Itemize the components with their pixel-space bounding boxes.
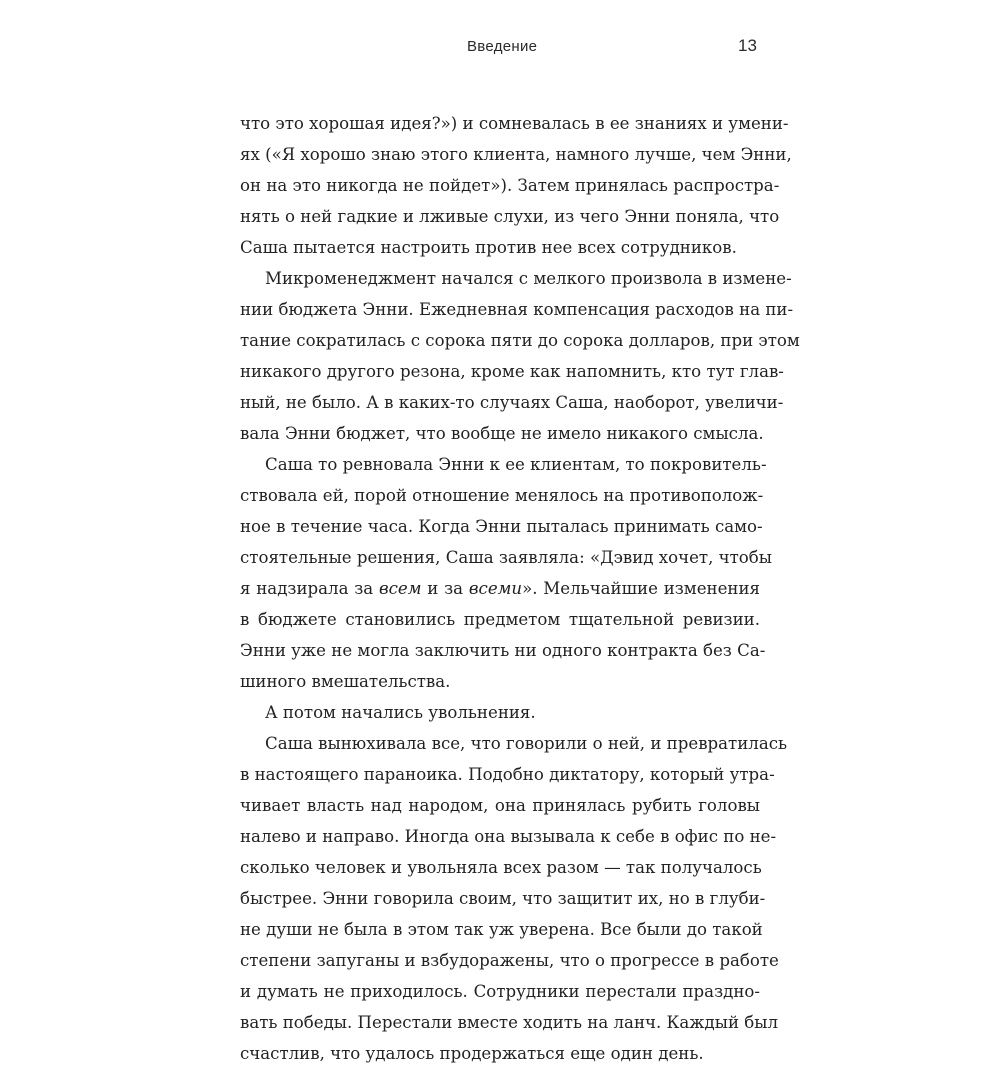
text-line: нять о ней гадкие и лживые слухи, из чего Энни поняла, что bbox=[240, 207, 780, 226]
text-line: чивает власть над народом, она принялась рубить головы bbox=[240, 796, 760, 815]
paragraph-start-line: А потом начались увольнения. bbox=[265, 703, 536, 722]
text-line-with-emphasis bbox=[240, 573, 760, 604]
text-line: вала Энни бюджет, что вообще не имело никакого смысла. bbox=[240, 424, 764, 443]
running-head bbox=[0, 38, 1000, 62]
text-line: тание сократилась с сорока пяти до сорока долларов, при этом bbox=[240, 331, 800, 350]
paragraph-start-line: Саша вынюхивала все, что говорили о ней, и превратилась bbox=[265, 734, 788, 753]
text-line: Энни уже не могла заключить ни одного контракта без Са- bbox=[240, 641, 766, 660]
text-line: что это хорошая идея?») и сомневалась в ее знаниях и умени- bbox=[240, 114, 789, 133]
text-line: быстрее. Энни говорила своим, что защитит их, но в глуби- bbox=[240, 889, 766, 908]
text-line: стоятельные решения, Саша заявляла: «Дэвид хочет, чтобы bbox=[240, 548, 772, 567]
text-line: не души не была в этом так уж уверена. Все были до такой bbox=[240, 920, 763, 939]
paragraph-start-line: Микроменеджмент начался с мелкого произвола в измене- bbox=[265, 269, 792, 288]
text-run: ». Мельчайшие изменения bbox=[522, 579, 761, 598]
emphasis-word: всем bbox=[378, 579, 422, 598]
body-text bbox=[240, 108, 800, 1069]
text-line: он на это никогда не пойдет»). Затем принялась распростра- bbox=[240, 176, 780, 195]
text-line: ное в течение часа. Когда Энни пыталась принимать само- bbox=[240, 517, 763, 536]
text-line: в настоящего параноика. Подобно диктатору, который утра- bbox=[240, 765, 775, 784]
text-line: сколько человек и увольняла всех разом — так получалось bbox=[240, 858, 762, 877]
text-line: шиного вмешательства. bbox=[240, 672, 451, 691]
emphasis-word: всеми bbox=[468, 579, 523, 598]
text-line: счастлив, что удалось продержаться еще один день. bbox=[240, 1044, 704, 1063]
section-title: Введение bbox=[467, 38, 538, 55]
text-line: вать победы. Перестали вместе ходить на ланч. Каждый был bbox=[240, 1013, 779, 1032]
text-line: и думать не приходилось. Сотрудники перестали праздно- bbox=[240, 982, 760, 1001]
page-number: 13 bbox=[738, 36, 757, 55]
text-line: налево и направо. Иногда она вызывала к себе в офис по не- bbox=[240, 827, 777, 846]
text-line: ствовала ей, порой отношение менялось на противополож- bbox=[240, 486, 764, 505]
text-line: ях («Я хорошо знаю этого клиента, намного лучше, чем Энни, bbox=[240, 145, 792, 164]
text-line: в бюджете становились предметом тщательной ревизии. bbox=[240, 610, 760, 629]
text-run: и за bbox=[421, 579, 469, 598]
text-line: ный, не было. А в каких-то случаях Саша, наоборот, увеличи- bbox=[240, 393, 784, 412]
paragraph-start-line: Саша то ревновала Энни к ее клиентам, то покровитель- bbox=[265, 455, 767, 474]
text-line: нии бюджета Энни. Ежедневная компенсация расходов на пи- bbox=[240, 300, 794, 319]
text-line: степени запуганы и взбудоражены, что о прогрессе в работе bbox=[240, 951, 779, 970]
text-run: я надзирала за bbox=[240, 579, 379, 598]
text-line: Саша пытается настроить против нее всех сотрудников. bbox=[240, 238, 737, 257]
text-line: никакого другого резона, кроме как напомнить, кто тут глав- bbox=[240, 362, 784, 381]
